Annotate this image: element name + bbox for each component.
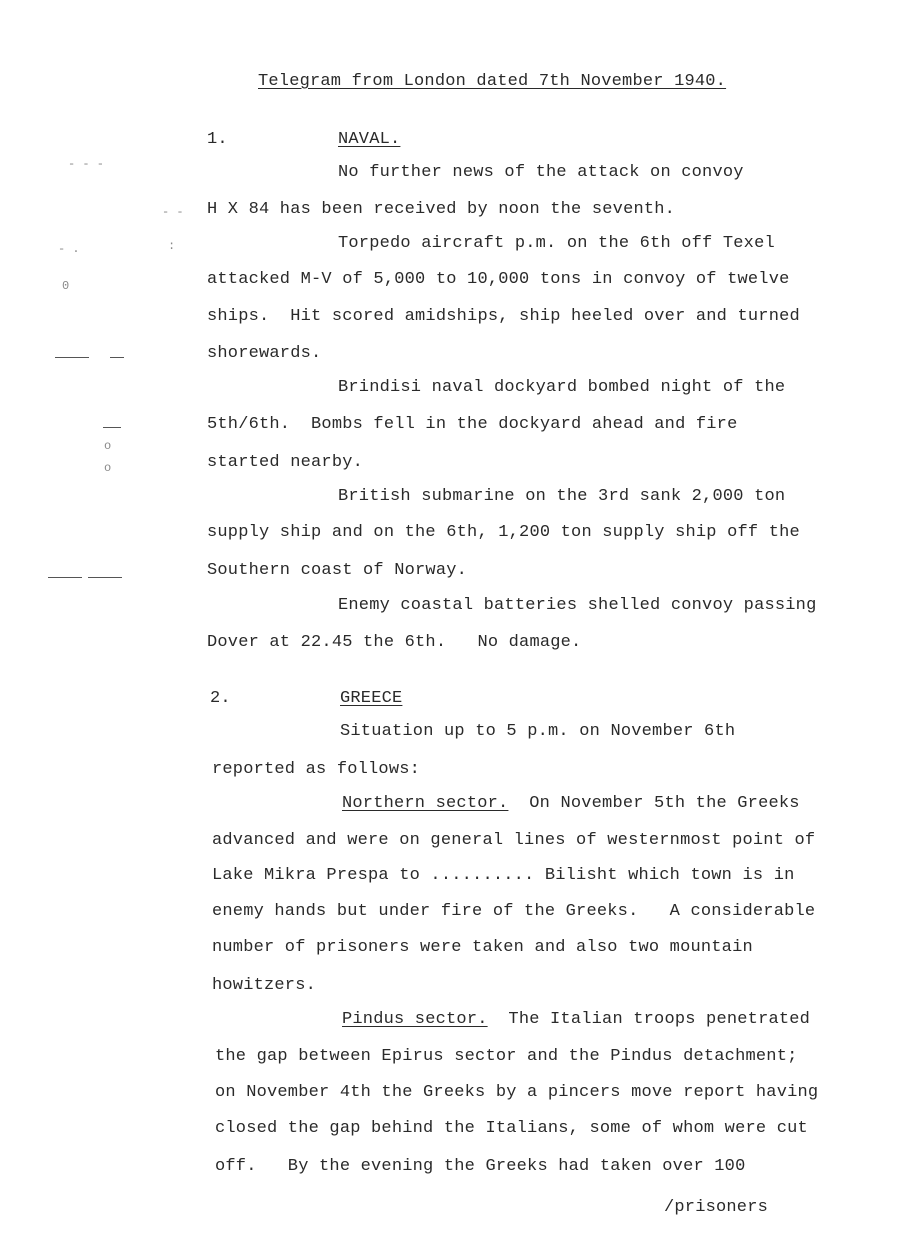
document-title: Telegram from London dated 7th November 1940. [258, 72, 727, 91]
text-line: On November 5th the Greeks [508, 794, 800, 813]
margin-rule [110, 357, 124, 358]
pindus-sector-line [342, 1010, 810, 1030]
text-line: supply ship and on the 6th, 1,200 ton supply ship off the [207, 523, 800, 542]
text-line: the gap between Epirus sector and the Pindus detachment; [215, 1047, 798, 1066]
northern-sector-heading: Northern sector. [342, 794, 509, 813]
margin-mark: o [104, 461, 112, 475]
margin-mark: : [168, 239, 176, 253]
margin-rule [48, 577, 82, 578]
text-line: 5th/6th. Bombs fell in the dockyard ahead and fire [207, 415, 738, 434]
margin-rule [103, 427, 121, 428]
margin-rule [55, 357, 89, 358]
text-line: howitzers. [212, 976, 317, 995]
text-line: on November 4th the Greeks by a pincers move report having [215, 1083, 819, 1102]
northern-sector-line [342, 794, 800, 814]
text-line: Situation up to 5 p.m. on November 6th [340, 722, 736, 741]
text-line: shorewards. [207, 344, 322, 363]
text-line: ships. Hit scored amidships, ship heeled over and turned [207, 307, 800, 326]
text-line: H X 84 has been received by noon the seventh. [207, 200, 676, 219]
margin-mark: - . [58, 242, 80, 256]
text-line: Lake Mikra Prespa to .......... Bilisht which town is in [212, 866, 795, 885]
text-line: advanced and were on general lines of westernmost point of [212, 831, 816, 850]
text-line: closed the gap behind the Italians, some of whom were cut [215, 1119, 808, 1138]
section-heading-greece: GREECE [340, 689, 403, 708]
text-line: Southern coast of Norway. [207, 561, 468, 580]
text-line: No further news of the attack on convoy [338, 163, 744, 182]
pindus-sector-heading: Pindus sector. [342, 1010, 488, 1029]
section-heading-naval: NAVAL. [338, 130, 401, 149]
text-line: Enemy coastal batteries shelled convoy passing [338, 596, 817, 615]
catchword: /prisoners [664, 1198, 769, 1217]
margin-mark: - - [162, 205, 184, 219]
text-line: Brindisi naval dockyard bombed night of the [338, 378, 786, 397]
margin-rule [88, 577, 122, 578]
text-line: The Italian troops penetrated [487, 1010, 811, 1029]
text-line: off. By the evening the Greeks had taken over 100 [215, 1157, 746, 1176]
margin-mark: o [104, 439, 112, 453]
text-line: number of prisoners were taken and also two mountain [212, 938, 753, 957]
margin-mark: - - - [68, 157, 105, 171]
text-line: attacked M-V of 5,000 to 10,000 tons in convoy of twelve [207, 270, 790, 289]
section-number-1: 1. [207, 130, 228, 149]
text-line: Torpedo aircraft p.m. on the 6th off Texel [338, 234, 775, 253]
text-line: started nearby. [207, 453, 364, 472]
text-line: British submarine on the 3rd sank 2,000 ton [338, 487, 786, 506]
section-number-2: 2. [210, 689, 231, 708]
text-line: enemy hands but under fire of the Greeks. A considerable [212, 902, 816, 921]
text-line: Dover at 22.45 the 6th. No damage. [207, 633, 582, 652]
margin-mark: 0 [62, 279, 70, 293]
text-line: reported as follows: [212, 760, 421, 779]
